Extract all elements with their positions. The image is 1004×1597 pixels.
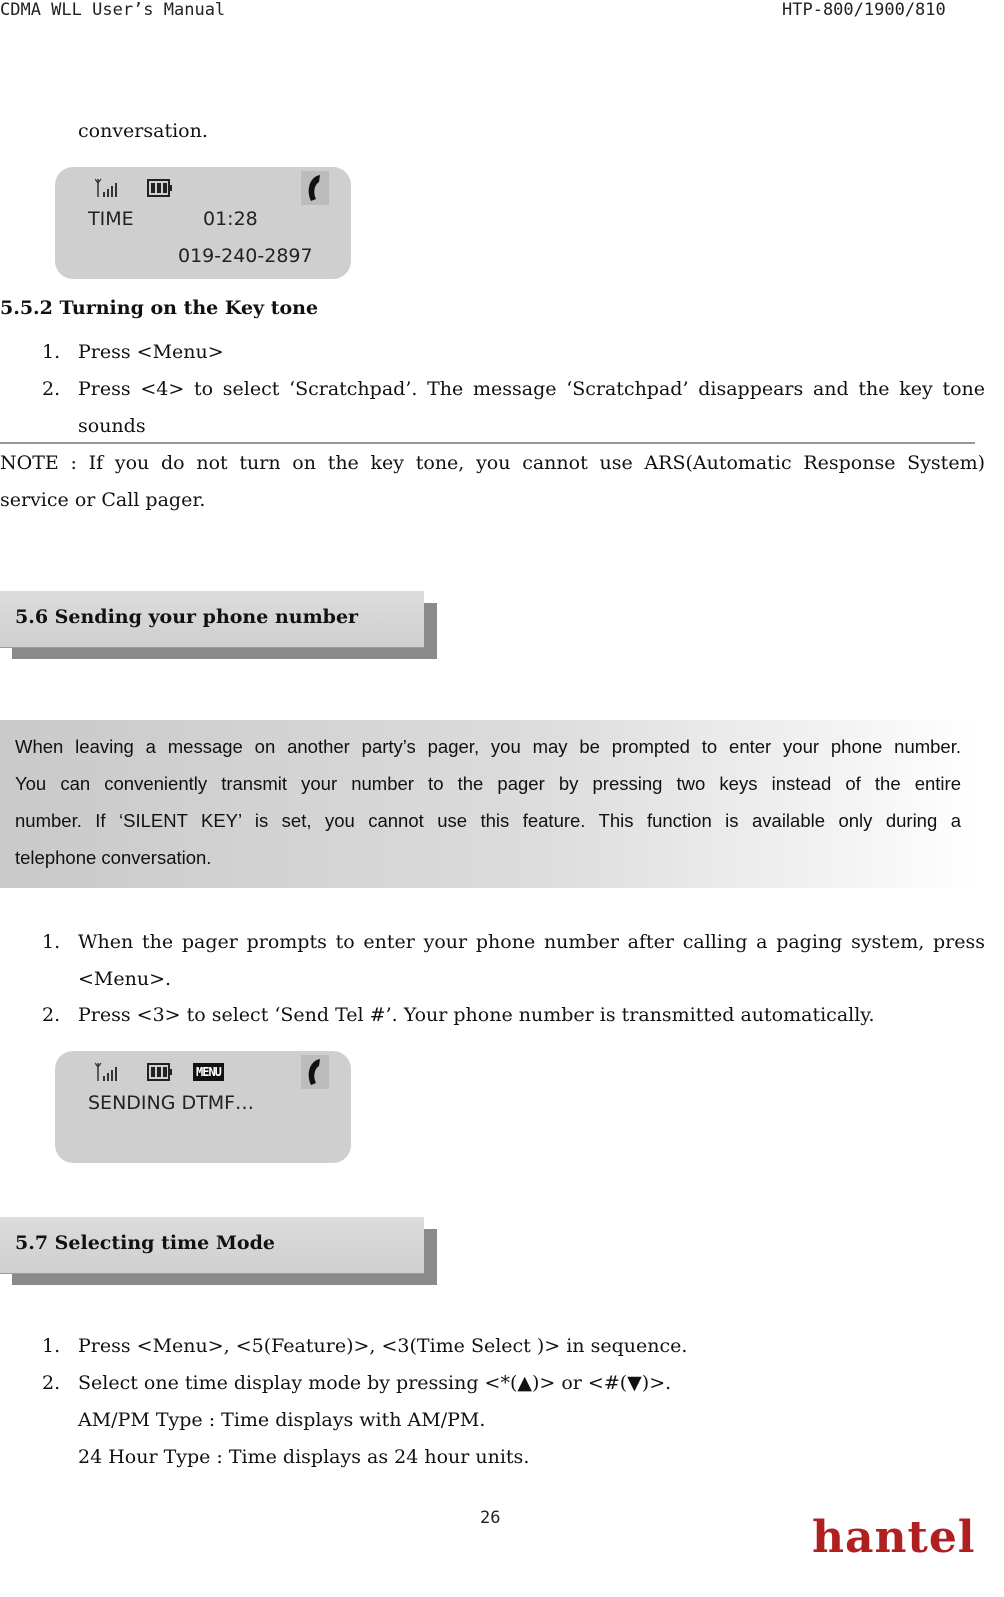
note-text: NOTE : If you do not turn on the key tone, you cannot use ARS(Automatic Response System)	[0, 452, 985, 474]
lcd-time-label: TIME	[88, 208, 134, 230]
hantel-logo: hantel	[812, 1512, 976, 1563]
step-text: Press <Menu>, <5(Feature)>, <3(Time Select )> in sequence.	[78, 1335, 688, 1357]
info-box	[0, 720, 975, 888]
lcd-screen-call-time	[55, 167, 351, 279]
intro-text: conversation.	[78, 120, 208, 142]
step-number: 1.	[42, 931, 61, 953]
signal-strength-icon	[95, 1061, 119, 1083]
lcd-screen-sending-dtmf	[55, 1051, 351, 1163]
section-heading-box-5-7	[0, 1217, 437, 1285]
step-text-continued: <Menu>.	[78, 968, 172, 990]
info-line: number. If ‘SILENT KEY’ is set, you cannot use this feature. This function is available only during a	[15, 810, 961, 831]
divider	[0, 442, 975, 444]
lcd-phone-number: 019-240-2897	[178, 245, 313, 267]
step-number: 1.	[42, 1335, 61, 1357]
sub-text: AM/PM Type : Time displays with AM/PM.	[78, 1409, 486, 1431]
step-number: 2.	[42, 1004, 61, 1026]
step-number: 1.	[42, 341, 61, 363]
info-line: You can conveniently transmit your number to the pager by pressing two keys instead of the entire	[15, 773, 961, 794]
phone-handset-icon	[301, 171, 329, 205]
step-text: Press <Menu>	[78, 341, 224, 363]
menu-badge: MENU	[193, 1063, 224, 1081]
step-number: 2.	[42, 1372, 61, 1394]
section-heading-5-7: 5.7 Selecting time Mode	[15, 1232, 275, 1254]
step-text: When the pager prompts to enter your phone number after calling a paging system, press	[78, 931, 985, 953]
step-text: Press <4> to select ‘Scratchpad’. The message ‘Scratchpad’ disappears and the key tone	[78, 378, 985, 400]
lcd-status-text: SENDING DTMF…	[88, 1092, 255, 1114]
header-model: HTP-800/1900/810	[782, 0, 946, 20]
battery-icon	[147, 1063, 173, 1081]
note-text-continued: service or Call pager.	[0, 489, 206, 511]
step-text: Press <3> to select ‘Send Tel #’. Your phone number is transmitted automatically.	[78, 1004, 875, 1026]
step-text-continued: sounds	[78, 415, 146, 437]
phone-handset-icon	[301, 1055, 329, 1089]
info-line: When leaving a message on another party’s pager, you may be prompted to enter your phone number.	[15, 736, 961, 757]
section-heading-box-5-6	[0, 591, 437, 659]
section-heading-5-6: 5.6 Sending your phone number	[15, 606, 359, 628]
battery-icon	[147, 179, 173, 197]
sub-text: 24 Hour Type : Time displays as 24 hour units.	[78, 1446, 530, 1468]
page-number: 26	[480, 1508, 501, 1528]
info-line: telephone conversation.	[15, 847, 212, 868]
step-text: Select one time display mode by pressing <*(▲)> or <#(▼)>.	[78, 1372, 672, 1394]
step-number: 2.	[42, 378, 61, 400]
lcd-time-value: 01:28	[203, 208, 258, 230]
section-heading-5-5-2: 5.5.2 Turning on the Key tone	[0, 297, 319, 319]
signal-strength-icon	[95, 177, 119, 199]
header-title: CDMA WLL User’s Manual	[0, 0, 226, 20]
